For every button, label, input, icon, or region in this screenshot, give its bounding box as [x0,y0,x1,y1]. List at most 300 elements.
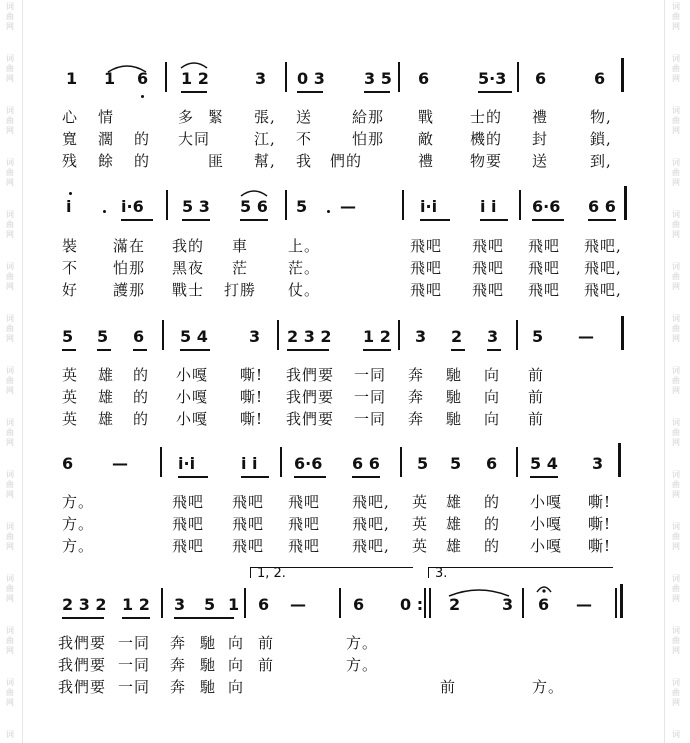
lyric: 一同 [118,678,151,696]
lyric: 飛吧, [352,515,390,533]
lyric: 方。 [62,537,95,555]
lyric: 飛吧 [288,515,321,533]
lyric: 残 [62,152,79,170]
underline [121,219,153,221]
lyric: 小嘎 [176,366,209,384]
lyric: 飛吧 [288,537,321,555]
barline [621,58,624,92]
watermark-glyph: 曲 [672,636,680,645]
note: — [340,197,356,216]
note: 5 3 [182,197,210,216]
note: 1 [228,595,240,614]
lyric: 滿在 [113,237,146,255]
underline [480,219,508,221]
underline [182,219,210,221]
watermark-glyph: 词 [6,366,14,375]
watermark-glyph: 网 [672,74,680,83]
watermark-glyph: 网 [6,22,14,31]
lyric: 物, [590,108,612,126]
lyric: 向 [484,366,501,384]
lyric: 幫, [254,152,276,170]
watermark-glyph: 词 [6,678,14,687]
lyric: 奔 [408,388,425,406]
watermark-glyph: 曲 [6,636,14,645]
lyric: 英 [62,410,79,428]
watermark-glyph: 词 [6,106,14,115]
watermark-glyph: 网 [6,594,14,603]
lyric: 飛吧 [472,237,505,255]
note: 5 [417,454,429,473]
note: 6 [133,327,145,346]
volta-third-ending [428,566,613,581]
lyric: 飛吧, [584,237,622,255]
lyric: 馳 [446,366,463,384]
lyric: 方。 [532,678,565,696]
lyric-line-2 [0,514,690,534]
lyric: 方。 [62,515,95,533]
underline [287,349,329,351]
lyric: 方。 [346,634,379,652]
lyric-line-2 [0,129,690,149]
lyric: 鎖, [590,130,612,148]
lyric: 奔 [408,366,425,384]
lyric: 前 [258,656,275,674]
watermark-glyph: 网 [6,334,14,343]
lyric: 飛吧 [410,281,443,299]
lyric-line-1 [0,492,690,512]
lyric: 怕那 [113,259,146,277]
barline [285,190,287,220]
lyric: 仗。 [288,281,321,299]
lyric: 飛吧 [232,515,265,533]
slur [178,58,210,70]
underline [240,219,268,221]
volta-label: 1, 2. [257,566,286,581]
note: — [578,327,594,346]
barline [519,190,521,220]
lyric: 車 [232,237,249,255]
note: 3 [502,595,514,614]
lyric: 戰 [418,108,435,126]
watermark-glyph: 网 [672,178,680,187]
lyric: 飛吧 [410,237,443,255]
lyric: 馳 [446,388,463,406]
lyric: 向 [484,410,501,428]
lyric: 馳 [446,410,463,428]
lyric: 小嘎 [176,388,209,406]
lyric: 方。 [62,493,95,511]
lyric: 我 [296,152,313,170]
watermark-glyph: 词 [672,626,680,635]
lyric: 飛吧 [472,281,505,299]
watermark-glyph: 词 [672,366,680,375]
note: 6 6 [588,197,616,216]
lyric: 我們要 [286,366,335,384]
lyric: 禮 [532,108,549,126]
note: 3 [592,454,604,473]
lyric: 我們要 [58,656,107,674]
volta-first-second-ending [250,566,413,581]
octave-dot [69,192,72,195]
lyric: 雄 [98,410,115,428]
lyric: 前 [528,410,545,428]
lyric: 物要 [470,152,503,170]
lyric: 英 [412,493,429,511]
lyric: 嘶! [588,537,612,555]
note: 3 5 [364,69,392,88]
lyric: 戰士 [172,281,205,299]
note: 3 [174,595,186,614]
octave-dot [141,95,144,98]
lyric: 飛吧, [584,259,622,277]
lyric: 英 [412,537,429,555]
lyric-line-1 [0,107,690,127]
note: i i [241,454,258,473]
lyric: 馳 [200,634,217,652]
note: 6 [594,69,606,88]
barline [624,186,627,220]
watermark-glyph: 词 [6,158,14,167]
note: 5 [62,327,74,346]
watermark-glyph: 词 [6,730,14,739]
lyric: 一同 [354,366,387,384]
lyric: 飛吧 [172,537,205,555]
lyric: 嘶! [240,388,264,406]
lyric: 飛吧, [352,537,390,555]
lyric: 我們要 [286,388,335,406]
lyric-line-3 [0,151,690,171]
watermark-glyph: 词 [672,262,680,271]
note: i·6 [121,197,144,216]
lyric: 禮 [418,152,435,170]
lyric: 奔 [408,410,425,428]
lyric: 飛吧 [232,493,265,511]
lyric: 馳 [200,678,217,696]
watermark-glyph: 词 [6,210,14,219]
barline [166,190,168,220]
lyric: 護那 [113,281,146,299]
note: 5 4 [530,454,558,473]
watermark-glyph: 网 [6,438,14,447]
watermark-glyph: 曲 [672,376,680,385]
note: — [290,595,306,614]
underline [364,91,390,93]
lyric: 們的 [330,152,363,170]
watermark-glyph: 网 [672,594,680,603]
lyric: 茫 [232,259,249,277]
lyric: 敵 [418,130,435,148]
note: 5 4 [180,327,208,346]
lyric: 前 [440,678,457,696]
barline [285,62,287,92]
underline [181,91,207,93]
barline [165,62,167,92]
lyric: 飛吧 [410,259,443,277]
lyric: 嘶! [588,515,612,533]
barline [517,62,519,92]
watermark-glyph: 曲 [6,480,14,489]
watermark-glyph: 词 [6,470,14,479]
lyric: 餘 [98,152,115,170]
lyric: 我的 [172,237,205,255]
watermark-glyph: 曲 [6,376,14,385]
lyric: 封 [532,130,549,148]
barline [280,447,282,477]
underline [363,349,391,351]
lyric: 向 [484,388,501,406]
note: i·i [178,454,196,473]
final-barline [620,584,623,618]
watermark-glyph: 词 [6,262,14,271]
watermark-glyph: 词 [672,574,680,583]
lyric: 匪 [208,152,225,170]
note: 6 [137,69,149,88]
watermark-glyph: 曲 [672,272,680,281]
lyric: 雄 [446,493,463,511]
lyric: 大同 [178,130,211,148]
watermark-glyph: 网 [672,542,680,551]
lyric: 飛吧 [528,259,561,277]
lyric: 的 [484,537,501,555]
watermark-glyph: 网 [6,126,14,135]
watermark-glyph: 曲 [672,324,680,333]
watermark-glyph: 词 [672,210,680,219]
lyric-line-3 [0,280,690,300]
watermark-glyph: 曲 [6,64,14,73]
underline [294,476,326,478]
note: 3 [255,69,267,88]
lyric: 怕那 [352,130,385,148]
lyric: 心 [62,108,79,126]
underline [532,219,564,221]
note: 5 [532,327,544,346]
watermark-glyph: 曲 [672,428,680,437]
note: 5·3 [478,69,507,88]
note: 1 2 [122,595,150,614]
lyric: 向 [228,656,245,674]
underline [297,91,323,93]
lyric: 不 [296,130,313,148]
lyric: 嘶! [588,493,612,511]
barline [277,320,279,350]
underline [174,617,234,619]
underline [451,349,465,351]
lyric: 嘶! [240,410,264,428]
lyric: 我們要 [58,678,107,696]
underline [241,476,269,478]
watermark-glyph: 词 [672,54,680,63]
final-barline [615,588,617,618]
lyric: 嘶! [240,366,264,384]
lyric: 寬 [62,130,79,148]
lyric: 飛吧 [172,515,205,533]
underline [180,349,210,351]
lyric: 小嘎 [530,515,563,533]
watermark-glyph: 曲 [672,584,680,593]
watermark-glyph: 词 [672,106,680,115]
watermark-glyph: 曲 [672,220,680,229]
note: 0 3 [297,69,325,88]
underline [478,91,512,93]
lyric: 不 [62,259,79,277]
note: 6 [258,595,270,614]
lyric-line-1 [0,633,690,653]
watermark-glyph: 网 [6,490,14,499]
lyric: 小嘎 [530,537,563,555]
watermark-glyph: 网 [672,22,680,31]
watermark-glyph: 词 [672,730,680,739]
lyric-line-3 [0,677,690,697]
watermark-glyph: 网 [6,646,14,655]
lyric: 飛吧 [472,259,505,277]
lyric: 飛吧 [528,237,561,255]
watermark-glyph: 网 [672,334,680,343]
watermark-glyph: 词 [672,678,680,687]
lyric: 給那 [352,108,385,126]
fermata [535,582,553,594]
note: 6·6 [532,197,561,216]
note: — [112,454,128,473]
repeat-barline [429,588,431,618]
lyric: 的 [133,388,150,406]
lyric: 一同 [354,388,387,406]
lyric: 雄 [446,515,463,533]
barline [618,443,621,477]
note: 6 6 [352,454,380,473]
lyric: 一同 [354,410,387,428]
lyric: 的 [134,152,151,170]
watermark-glyph: 词 [672,314,680,323]
lyric: 奔 [170,656,187,674]
lyric: 向 [228,678,245,696]
watermark-glyph: 网 [672,126,680,135]
watermark-glyph: 网 [6,178,14,187]
lyric: 小嘎 [176,410,209,428]
note: 3 [249,327,261,346]
lyric: 的 [484,493,501,511]
barline [162,320,164,350]
lyric: 茫。 [288,259,321,277]
underline [62,349,76,351]
note: 0 : [400,595,424,614]
lyric: 我們要 [286,410,335,428]
underline [487,349,501,351]
notation-row-5 [0,596,690,614]
watermark-glyph: 词 [672,470,680,479]
barline [161,588,163,618]
note: 5 [97,327,109,346]
watermark-glyph: 网 [6,386,14,395]
note: 5 [204,595,216,614]
note: i·i [420,197,438,216]
watermark-glyph: 曲 [6,584,14,593]
lyric: 黑夜 [172,259,205,277]
lyric: 機的 [470,130,503,148]
lyric: 士的 [470,108,503,126]
notation-row-3 [0,328,690,346]
watermark-glyph: 曲 [672,480,680,489]
underline [122,617,150,619]
lyric: 飛吧 [172,493,205,511]
barline [516,320,518,350]
lyric-line-1 [0,365,690,385]
watermark-glyph: 词 [6,626,14,635]
watermark-glyph: 词 [6,418,14,427]
lyric: 雄 [98,388,115,406]
lyric: 一同 [118,656,151,674]
lyric: 英 [62,388,79,406]
watermark-glyph: 网 [672,698,680,707]
watermark-glyph: 网 [672,490,680,499]
breath-mark [103,210,106,213]
note: 1 [104,69,116,88]
note: 5 6 [240,197,268,216]
lyric: 奔 [170,678,187,696]
note: 2 3 2 [62,595,107,614]
lyric: 雄 [98,366,115,384]
lyric: 好 [62,281,79,299]
watermark-glyph: 网 [672,386,680,395]
lyric: 馳 [200,656,217,674]
lyric: 上。 [288,237,321,255]
lyric: 方。 [346,656,379,674]
note: 6 [353,595,365,614]
underline [588,219,616,221]
barline [160,447,162,477]
lyric: 的 [133,410,150,428]
underline [62,617,104,619]
watermark-glyph: 曲 [6,428,14,437]
lyric-line-3 [0,536,690,556]
underline [352,476,380,478]
barline [400,447,402,477]
note: 1 2 [181,69,209,88]
watermark-glyph: 词 [672,522,680,531]
note: 6 [535,69,547,88]
lyric: 送 [296,108,313,126]
lyric: 濶 [98,130,115,148]
watermark-glyph: 网 [6,230,14,239]
notation-row-2 [0,198,690,216]
watermark-glyph: 曲 [6,168,14,177]
underline [530,476,558,478]
note: i [66,197,72,216]
watermark-glyph: 曲 [6,12,14,21]
barline [339,588,341,618]
watermark-glyph: 曲 [6,324,14,333]
underline [133,349,147,351]
lyric: 英 [412,515,429,533]
slur [104,60,150,74]
barline [522,588,524,618]
note: 6 [486,454,498,473]
barline [621,316,624,350]
lyric: 前 [258,634,275,652]
lyric: 情 [98,108,115,126]
lyric: 前 [528,366,545,384]
lyric: 多 [178,108,195,126]
note: 2 3 2 [287,327,332,346]
lyric: 雄 [446,537,463,555]
note: 6 [538,595,550,614]
watermark-glyph: 网 [6,282,14,291]
lyric: 一同 [118,634,151,652]
watermark-glyph: 曲 [672,688,680,697]
underline [420,219,450,221]
watermark-glyph: 网 [6,74,14,83]
lyric: 的 [134,130,151,148]
watermark-glyph: 曲 [6,688,14,697]
